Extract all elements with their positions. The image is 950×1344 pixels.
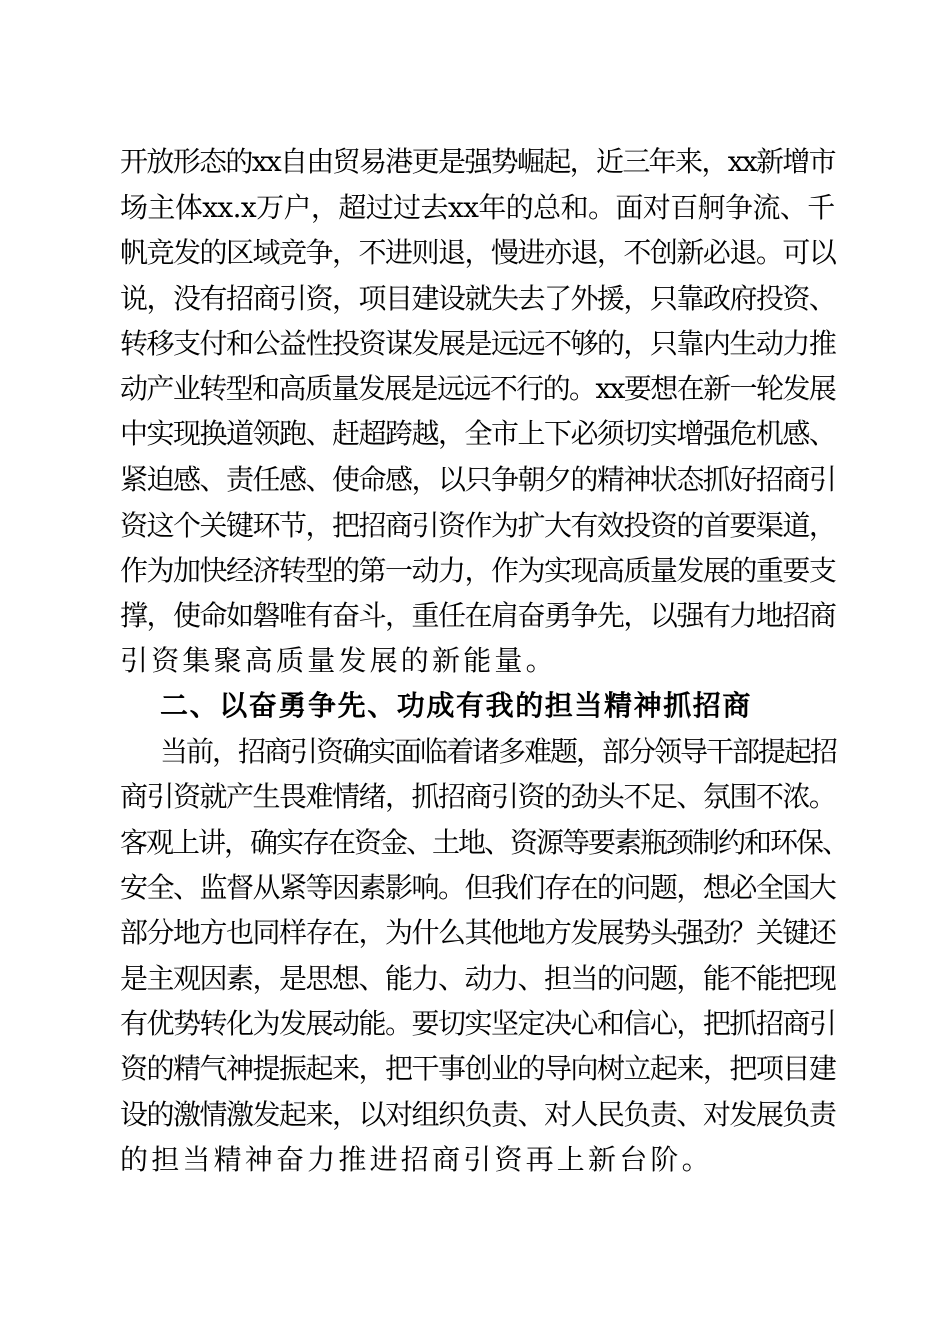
paragraph-line: 中实现换道领跑、赶超跨越，全市上下必须切实增强危机感、 <box>120 417 836 450</box>
paragraph-line: 说，没有招商引资，项目建设就失去了外援，只靠政府投资、 <box>120 282 836 315</box>
paragraph-line: 客观上讲，确实存在资金、土地、资源等要素瓶颈制约和环保、 <box>120 826 849 859</box>
paragraph-line: 部分地方也同样存在，为什么其他地方发展势头强劲？关键还 <box>120 916 836 949</box>
paragraph-line: 开放形态的xx自由贸易港更是强势崛起，近三年来，xx新增市 <box>120 145 835 178</box>
paragraph-line: 场主体xx.x万户，超过过去xx年的总和。面对百舸争流、千 <box>120 191 835 224</box>
paragraph-line: 作为加快经济转型的第一动力，作为实现高质量发展的重要支 <box>120 554 836 587</box>
paragraph-line: 有优势转化为发展动能。要切实坚定决心和信心，把抓招商引 <box>120 1007 836 1040</box>
paragraph-line: 当前，招商引资确实面临着诸多难题，部分领导干部提起招 <box>160 735 837 768</box>
section-heading: 二、以奋勇争先、功成有我的担当精神抓招商 <box>160 689 753 722</box>
paragraph-line: 转移支付和公益性投资谋发展是远远不够的，只靠内生动力推 <box>120 327 836 360</box>
paragraph-line: 安全、监督从紧等因素影响。但我们存在的问题，想必全国大 <box>120 871 836 904</box>
paragraph-line: 设的激情激发起来，以对组织负责、对人民负责、对发展负责 <box>120 1098 836 1131</box>
paragraph-line: 紧迫感、责任感、使命感，以只争朝夕的精神状态抓好招商引 <box>120 463 836 496</box>
paragraph-line: 动产业转型和高质量发展是远远不行的。xx要想在新一轮发展 <box>120 372 836 405</box>
paragraph-line: 商引资就产生畏难情绪，抓招商引资的劲头不足、氛围不浓。 <box>120 780 836 813</box>
paragraph-line: 资的精气神提振起来，把干事创业的导向树立起来，把项目建 <box>120 1052 836 1085</box>
paragraph-line: 引资集聚高质量发展的新能量。 <box>120 644 557 677</box>
paragraph-line: 撑，使命如磐唯有奋斗，重任在肩奋勇争先，以强有力地招商 <box>120 599 836 632</box>
paragraph-line: 资这个关键环节，把招商引资作为扩大有效投资的首要渠道， <box>120 509 836 542</box>
paragraph-line: 是主观因素，是思想、能力、动力、担当的问题，能不能把现 <box>120 962 836 995</box>
paragraph-line: 帆竞发的区域竞争，不进则退，慢进亦退，不创新必退。可以 <box>120 236 836 269</box>
paragraph-line: 的担当精神奋力推进招商引资再上新台阶。 <box>120 1143 713 1176</box>
